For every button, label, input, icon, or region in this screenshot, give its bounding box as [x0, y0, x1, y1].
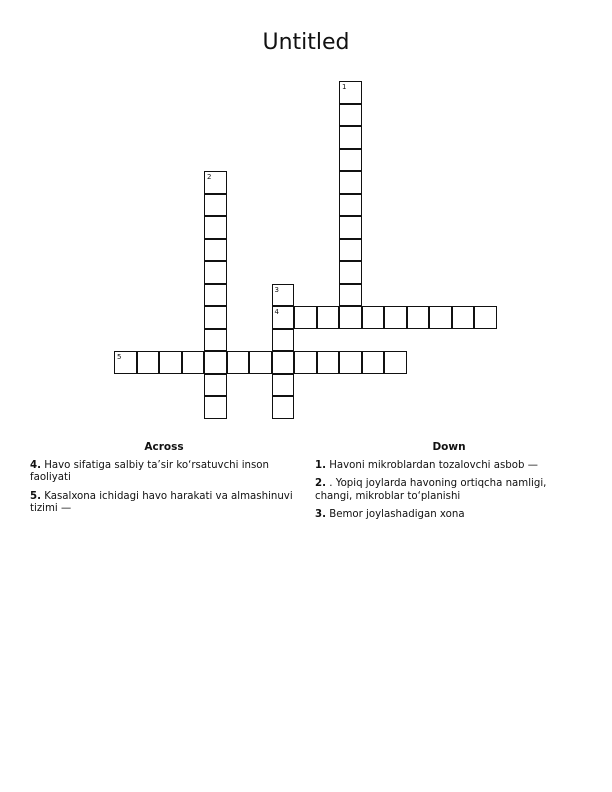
grid-cell[interactable] — [204, 194, 227, 217]
cell-number: 5 — [117, 353, 122, 361]
grid-cell[interactable] — [474, 306, 497, 329]
grid-cell[interactable] — [339, 261, 362, 284]
clue-number: 5. — [30, 490, 41, 502]
grid-cell[interactable] — [339, 194, 362, 217]
grid-cell[interactable] — [114, 351, 137, 374]
grid-cell[interactable] — [384, 306, 407, 329]
grid-cell[interactable] — [272, 374, 295, 397]
down-clue-1 — [315, 460, 583, 473]
across-clue-5 — [30, 491, 298, 516]
grid-cell[interactable] — [384, 351, 407, 374]
clue-text: Bemor joylashadigan xona — [329, 509, 465, 520]
clue-number: 2. — [315, 478, 326, 489]
page-title: Untitled — [262, 30, 350, 55]
grid-cell[interactable] — [339, 284, 362, 307]
clue-text: Havoni mikroblardan tozalovchi asbob — — [329, 459, 538, 471]
down-heading: Down — [432, 441, 466, 453]
grid-cell[interactable] — [204, 284, 227, 307]
clue-number: 1. — [315, 459, 326, 471]
clue-text: Kasalxona ichidagi havo harakati va almashinuvi tizimi — — [30, 490, 293, 514]
grid-cell[interactable] — [227, 351, 250, 374]
clue-text: . Yopiq joylarda havoning ortiqcha namligi, changi, mikroblar to‘planishi — [315, 478, 547, 502]
clue-text: Havo sifatiga salbiy ta’sir ko‘rsatuvchi inson faoliyati — [30, 459, 269, 483]
down-clues — [315, 441, 583, 528]
grid-cell[interactable] — [249, 351, 272, 374]
down-clue-3 — [315, 509, 583, 522]
grid-cell[interactable] — [407, 306, 430, 329]
down-clue-2 — [315, 478, 583, 503]
grid-cell[interactable] — [204, 216, 227, 239]
cell-number: 3 — [274, 285, 279, 294]
grid-cell[interactable] — [204, 171, 227, 194]
grid-cell[interactable] — [182, 351, 205, 374]
clue-number: 3. — [315, 509, 326, 520]
grid-cell[interactable] — [339, 239, 362, 262]
grid-cell[interactable] — [204, 374, 227, 397]
clue-number: 4. — [30, 459, 41, 471]
grid-cell[interactable] — [294, 306, 317, 329]
grid-cell[interactable] — [272, 351, 295, 374]
cell-number: 2 — [207, 173, 212, 181]
grid-cell[interactable] — [339, 306, 362, 329]
grid-cell[interactable] — [294, 351, 317, 374]
grid-cell[interactable] — [272, 396, 295, 419]
grid-cell[interactable] — [429, 306, 452, 329]
grid-cell[interactable] — [362, 351, 385, 374]
grid-cell[interactable] — [204, 239, 227, 262]
grid-cell[interactable] — [272, 329, 295, 352]
grid-cell[interactable] — [272, 306, 295, 329]
grid-cell[interactable] — [339, 126, 362, 149]
grid-cell[interactable] — [339, 171, 362, 194]
grid-cell[interactable] — [339, 351, 362, 374]
grid-cell[interactable] — [339, 149, 362, 172]
grid-cell[interactable] — [272, 284, 295, 307]
cell-number: 1 — [342, 83, 347, 91]
cell-number: 4 — [274, 308, 279, 316]
grid-cell[interactable] — [339, 216, 362, 239]
grid-cell[interactable] — [339, 104, 362, 127]
grid-cell[interactable] — [204, 329, 227, 352]
grid-cell[interactable] — [339, 81, 362, 104]
grid-cell[interactable] — [159, 351, 182, 374]
across-clues — [30, 441, 298, 522]
grid-cell[interactable] — [137, 351, 160, 374]
grid-cell[interactable] — [317, 351, 340, 374]
grid-cell[interactable] — [362, 306, 385, 329]
grid-cell[interactable] — [452, 306, 475, 329]
grid-cell[interactable] — [317, 306, 340, 329]
grid-cell[interactable] — [204, 396, 227, 419]
grid-cell[interactable] — [204, 261, 227, 284]
across-heading: Across — [144, 441, 184, 453]
across-clue-4 — [30, 460, 298, 485]
grid-cell[interactable] — [204, 306, 227, 329]
grid-cell[interactable] — [204, 351, 227, 374]
